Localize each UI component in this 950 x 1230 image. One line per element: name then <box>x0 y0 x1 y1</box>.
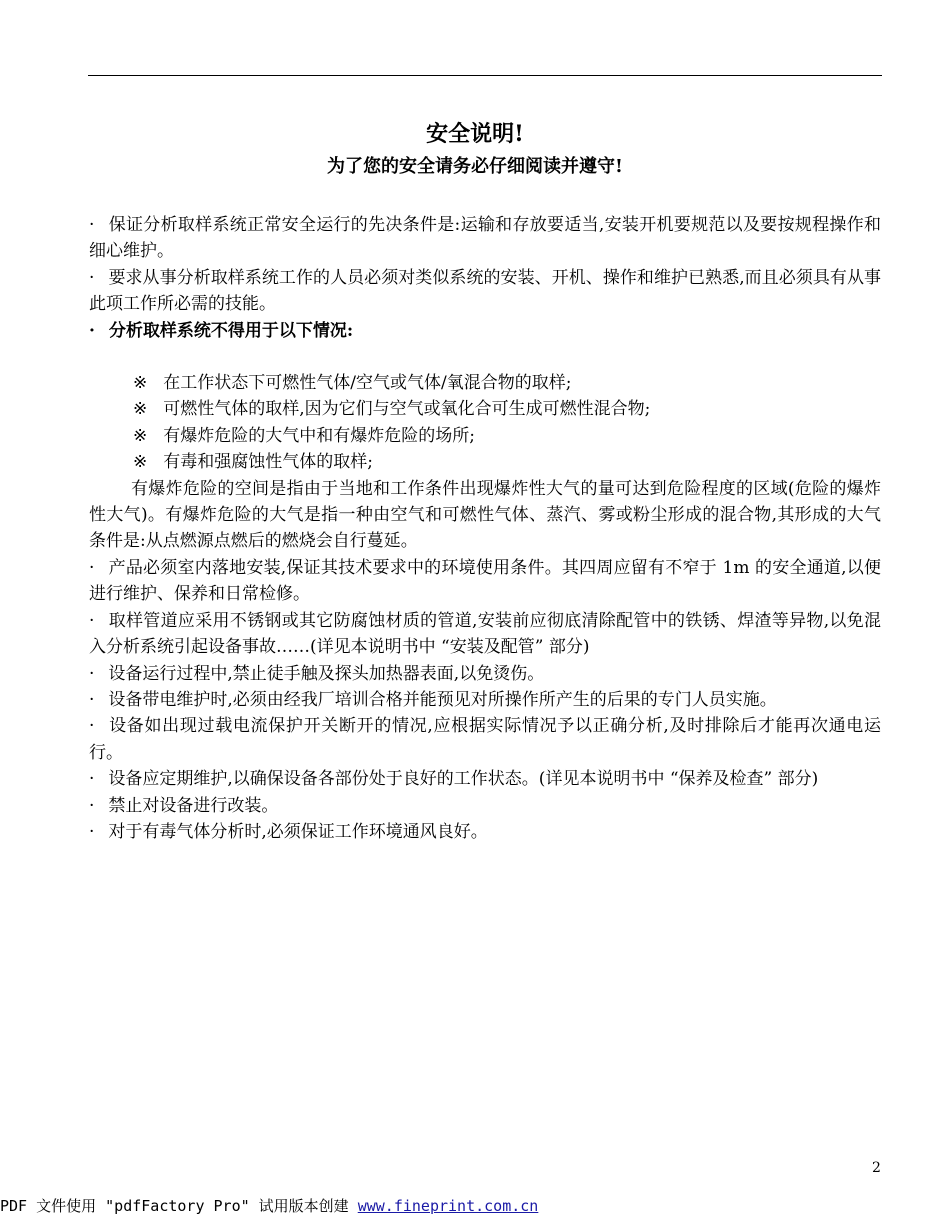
footer-text: PDF 文件使用 "pdfFactory Pro" 试用版本创建 <box>0 1197 358 1215</box>
bullet-mark: · <box>89 610 95 631</box>
page-title: 安全说明! <box>426 121 524 147</box>
item-text: 要求从事分析取样系统工作的人员必须对类似系统的安装、开机、操作和维护已熟悉,而且必须具有从事此项工作所必需的技能。 <box>89 267 881 315</box>
item-text: 禁止对设备进行改装。 <box>108 795 279 816</box>
list-item <box>89 766 881 792</box>
item-text: 设备应定期维护,以确保设备各部份处于良好的工作状态。(详见本说明书中 “保养及检查” 部分) <box>108 769 819 790</box>
item-text: 对于有毒气体分析时,必须保证工作环境通风良好。 <box>108 821 488 842</box>
reference-mark: ※ <box>133 373 148 394</box>
bullet-mark: · <box>89 557 95 578</box>
sub-item-text: 在工作状态下可燃性气体/空气或气体/氧混合物的取样; <box>163 373 572 394</box>
reference-mark: ※ <box>133 425 148 446</box>
list-item <box>89 661 881 687</box>
explanation-paragraph: 有爆炸危险的空间是指由于当地和工作条件出现爆炸性大气的量可达到危险程度的区域(危险的爆炸性大气)。有爆炸危险的大气是指一种由空气和可燃性气体、蒸汽、雾或粉尘形成的混合物,其形成的大气条件是:从点燃源点燃后的燃烧会自行蔓延。 <box>89 478 881 552</box>
sub-item <box>89 423 881 449</box>
pdf-footer <box>0 1195 538 1216</box>
bullet-mark: · <box>89 320 95 341</box>
item-text: 设备带电维护时,必须由经我厂培训合格并能预见对所操作所产生的后果的专门人员实施。 <box>108 689 777 710</box>
item-text: 取样管道应采用不锈钢或其它防腐蚀材质的管道,安装前应彻底清除配管中的铁锈、焊渣等异物,以免混入分析系统引起设备事故……(详见本说明书中 “安装及配管” 部分) <box>89 610 881 658</box>
list-item <box>89 608 881 661</box>
list-item <box>89 318 881 344</box>
item-text: 保证分析取样系统正常安全运行的先决条件是:运输和存放要适当,安装开机要规范以及要按规程操作和细心维护。 <box>89 215 881 262</box>
page-subtitle: 为了您的安全请务必仔细阅读并遵守! <box>327 156 623 177</box>
bullet-mark: · <box>89 663 95 684</box>
list-item <box>89 555 881 608</box>
bullet-mark: · <box>89 821 95 842</box>
item-text: 分析取样系统不得用于以下情况: <box>108 320 354 341</box>
footer-link[interactable]: www.fineprint.com.cn <box>357 1197 539 1215</box>
sub-item <box>89 370 881 396</box>
item-text: 设备如出现过载电流保护开关断开的情况,应根据实际情况予以正确分析,及时排除后才能再次通电运行。 <box>89 716 881 763</box>
header-rule <box>88 75 882 76</box>
list-item <box>89 212 881 265</box>
sub-item-text: 有毒和强腐蚀性气体的取样; <box>163 452 373 473</box>
bullet-mark: · <box>89 267 95 288</box>
list-item <box>89 819 881 845</box>
item-text: 产品必须室内落地安装,保证其技术要求中的环境使用条件。其四周应留有不窄于 1m 的安全通道,以便进行维护、保养和日常检修。 <box>89 557 881 605</box>
sub-item-text: 可燃性气体的取样,因为它们与空气或氧化合可生成可燃性混合物; <box>163 399 651 420</box>
item-text: 设备运行过程中,禁止徒手触及探头加热器表面,以免烫伤。 <box>108 663 545 684</box>
bullet-mark: · <box>89 769 95 790</box>
safety-content <box>89 212 881 845</box>
sub-item <box>89 396 881 422</box>
sub-item-text: 有爆炸危险的大气中和有爆炸危险的场所; <box>163 425 475 446</box>
list-item <box>89 265 881 318</box>
list-item <box>89 713 881 766</box>
spacer <box>89 344 881 370</box>
bullet-mark: · <box>89 716 95 737</box>
page-number: 2 <box>872 1160 881 1176</box>
list-item <box>89 793 881 819</box>
bullet-mark: · <box>89 215 95 235</box>
reference-mark: ※ <box>133 399 148 420</box>
bullet-mark: · <box>89 795 95 816</box>
list-item <box>89 687 881 713</box>
bullet-mark: · <box>89 689 95 710</box>
sub-item <box>89 449 881 475</box>
reference-mark: ※ <box>133 452 148 473</box>
